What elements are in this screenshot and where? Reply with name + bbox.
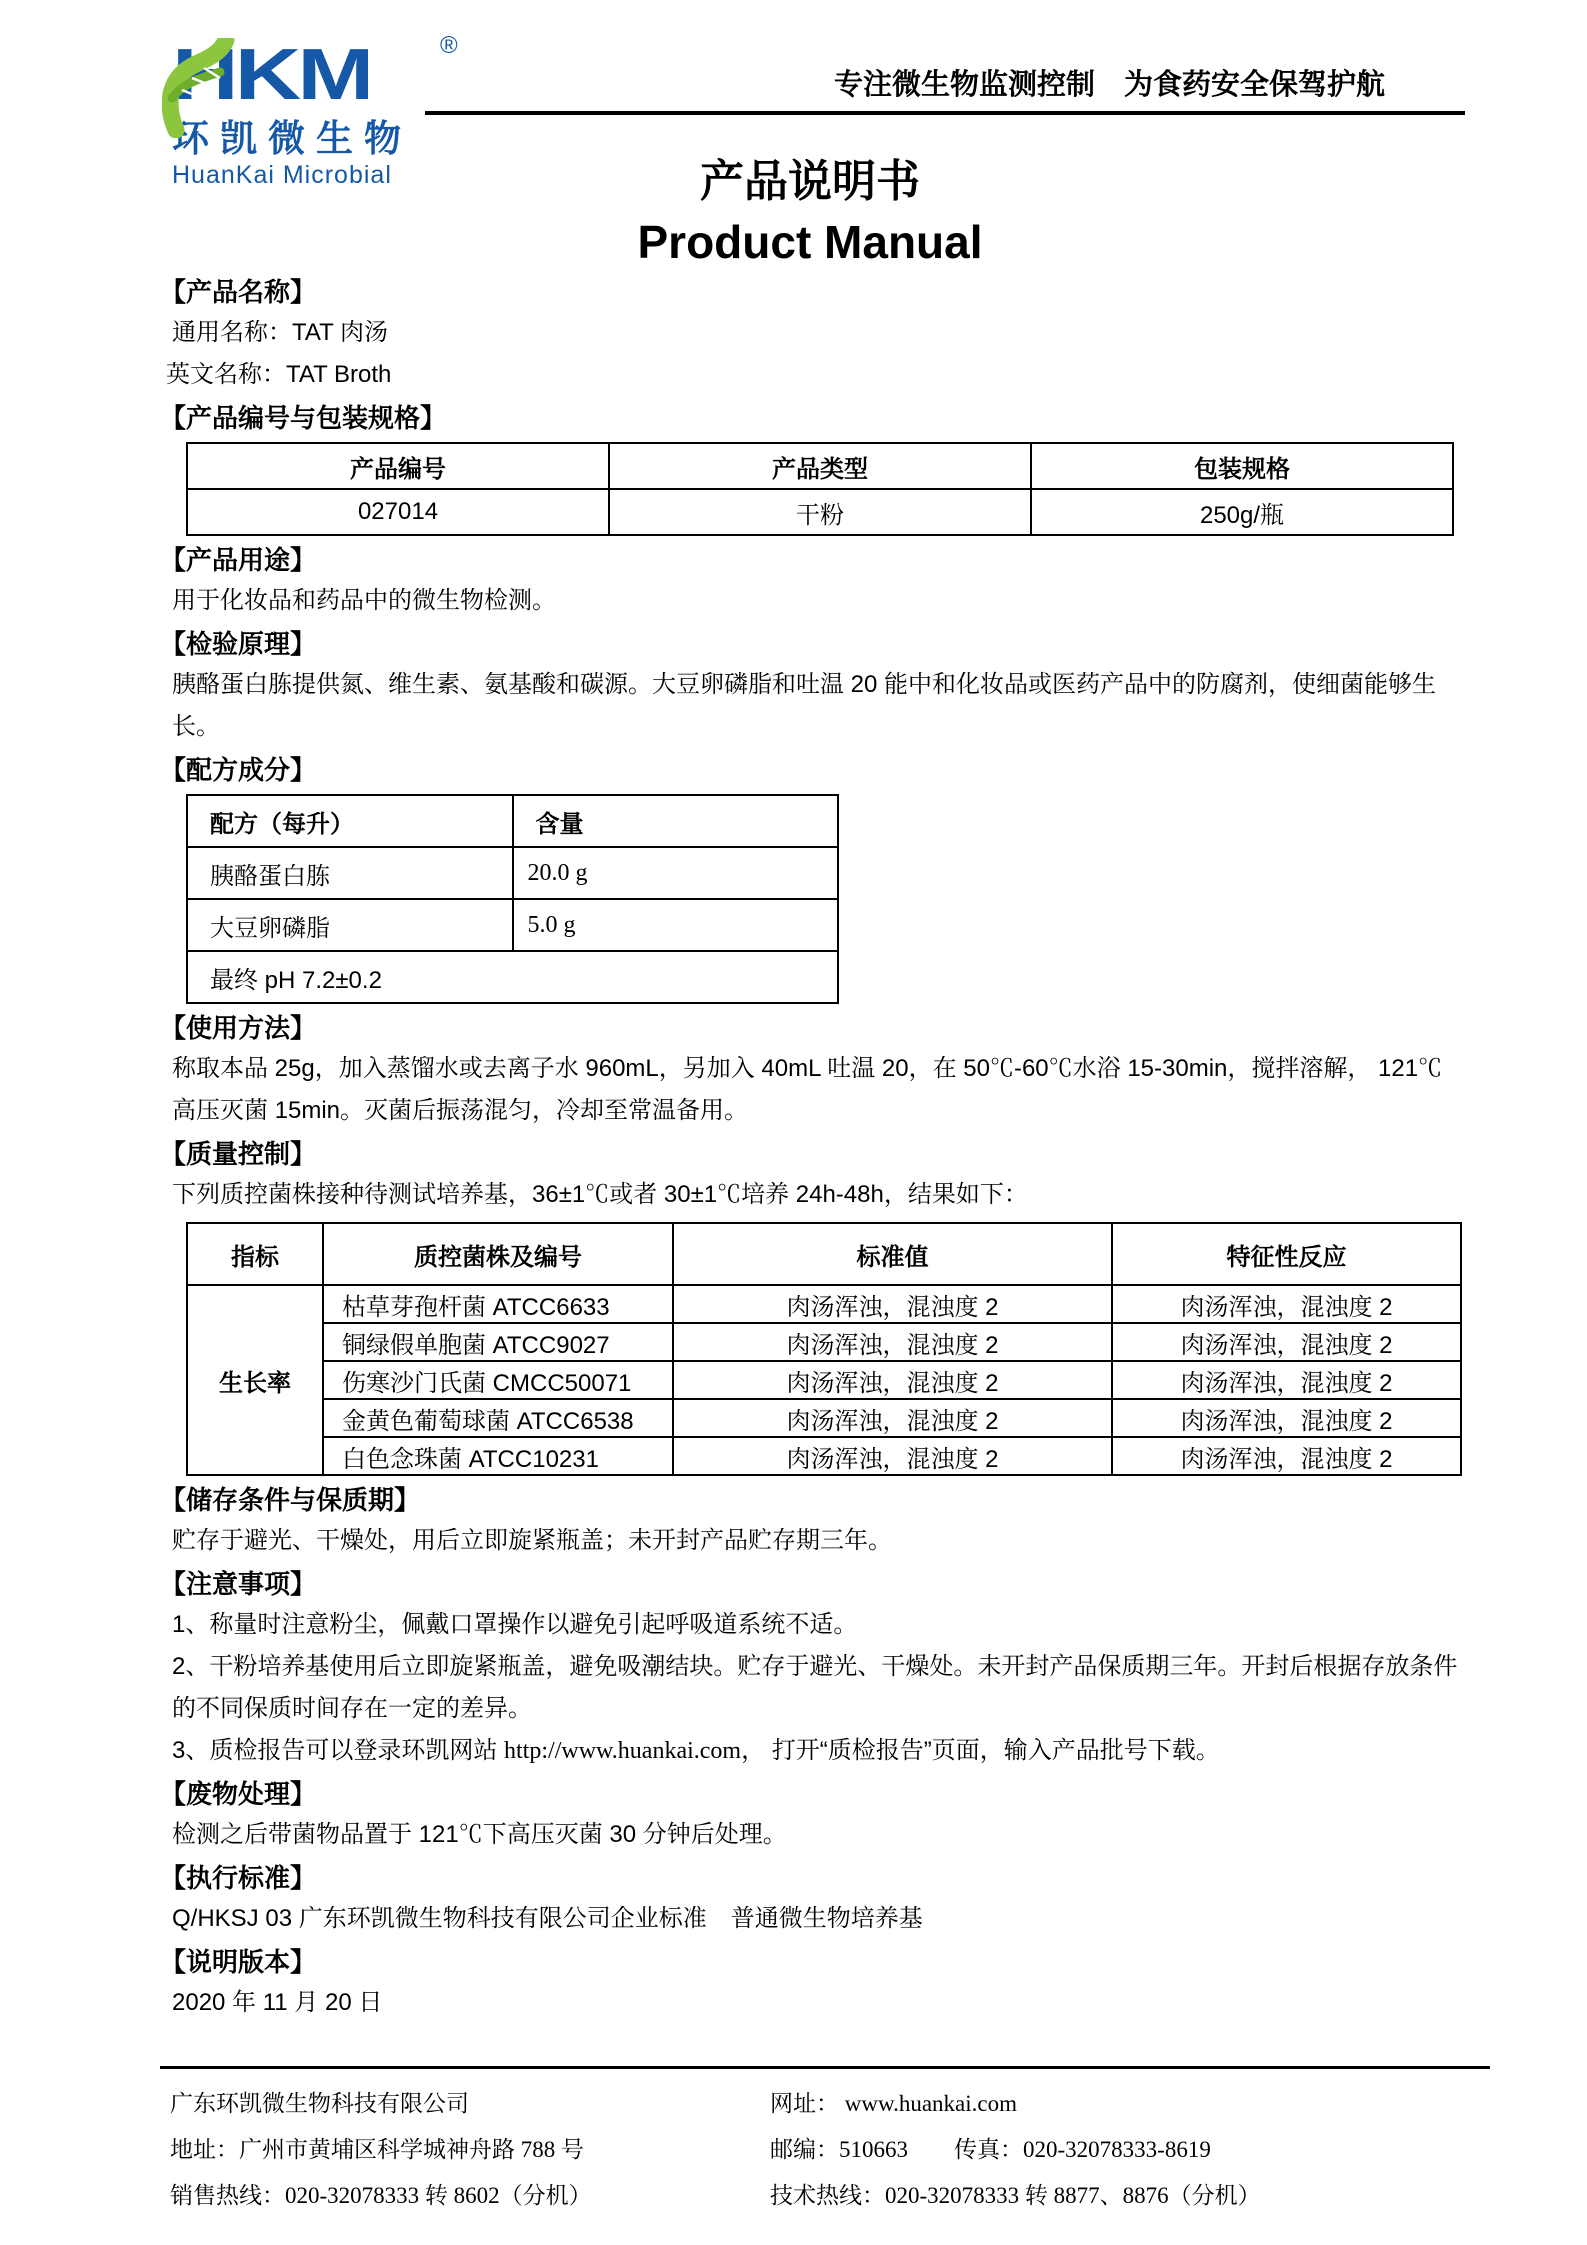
precaution-item-2: 2、干粉培养基使用后立即旋紧瓶盖，避免吸潮结块。贮存于避光、干燥处。未开封产品保质期三年。开封后根据存放条件的不同保质时间存在一定的差异。	[172, 1653, 1458, 1722]
section-heading-directions: 【使用方法】	[160, 1013, 317, 1043]
page-footer	[160, 2066, 1490, 2219]
footer-postcode-fax: 邮编：510663 传真：020-32078333-8619	[770, 2137, 1211, 2162]
footer-address: 地址：广州市黄埔区科学城神舟路 788 号	[170, 2137, 584, 2162]
storage-text: 贮存于避光、干燥处，用后立即旋紧瓶盖；未开封产品贮存期三年。	[172, 1527, 892, 1554]
strain-cell: 白色念珠菌 ATCC10231	[323, 1437, 673, 1475]
standard-value-cell: 肉汤浑浊，混浊度 2	[673, 1361, 1112, 1399]
section-heading-quality-control: 【质量控制】	[160, 1139, 317, 1169]
column-header: 产品类型	[609, 443, 1031, 489]
company-tagline: 专注微生物监测控制 为食药安全保驾护航	[833, 69, 1385, 101]
table-row	[187, 1285, 1461, 1323]
column-header: 特征性反应	[1112, 1223, 1461, 1285]
column-header: 包装规格	[1031, 443, 1453, 489]
characteristic-cell: 肉汤浑浊，混浊度 2	[1112, 1285, 1461, 1323]
hkm-logo	[172, 32, 462, 189]
standard-value-cell: 肉汤浑浊，混浊度 2	[673, 1437, 1112, 1475]
table-header-row	[187, 795, 838, 847]
header-divider-line	[425, 111, 1465, 115]
column-header: 指标	[187, 1223, 323, 1285]
registered-trademark-icon: ®	[440, 32, 458, 59]
final-ph-cell: 最终 pH 7.2±0.2	[187, 951, 838, 1003]
characteristic-cell: 肉汤浑浊，混浊度 2	[1112, 1323, 1461, 1361]
table-row	[187, 1361, 1461, 1399]
column-header: 含量	[513, 795, 839, 847]
table-row	[187, 1323, 1461, 1361]
formula-table	[186, 794, 839, 1004]
section-heading-version: 【说明版本】	[160, 1947, 317, 1977]
product-common-name: 通用名称：TAT 肉汤	[172, 319, 388, 346]
quality-control-table	[186, 1222, 1462, 1476]
logo-english-name: HuanKai Microbial	[172, 161, 392, 189]
document-title-en: Product Manual	[637, 216, 983, 268]
column-header: 质控菌株及编号	[323, 1223, 673, 1285]
table-row	[187, 489, 1453, 535]
website-url: http://www.huankai.com	[504, 1738, 742, 1764]
logo-chinese-name: 环凯微生物	[172, 118, 412, 159]
section-heading-standard: 【执行标准】	[160, 1863, 317, 1893]
table-row	[187, 1437, 1461, 1475]
waste-text: 检测之后带菌物品置于 121℃下高压灭菌 30 分钟后处理。	[172, 1821, 787, 1848]
footer-left-column	[160, 2081, 770, 2219]
section-heading-formula: 【配方成分】	[160, 755, 317, 785]
table-row	[187, 1399, 1461, 1437]
strain-cell: 金黄色葡萄球菌 ATCC6538	[323, 1399, 673, 1437]
hkm-logo-text: HKM	[172, 35, 371, 115]
product-code-table	[186, 442, 1454, 536]
column-header: 标准值	[673, 1223, 1112, 1285]
section-heading-precautions: 【注意事项】	[160, 1569, 317, 1599]
precaution-item-1: 1、称量时注意粉尘，佩戴口罩操作以避免引起呼吸道系统不适。	[172, 1611, 858, 1638]
strain-cell: 枯草芽孢杆菌 ATCC6633	[323, 1285, 673, 1323]
product-english-name: 英文名称：TAT Broth	[166, 361, 392, 388]
amount-cell: 5.0 g	[513, 899, 839, 951]
product-type-cell: 干粉	[609, 489, 1031, 535]
table-header-row	[187, 1223, 1461, 1285]
table-header-row	[187, 443, 1453, 489]
table-row	[187, 951, 838, 1003]
column-header: 产品编号	[187, 443, 609, 489]
hkm-logo-acronym-row	[172, 32, 462, 115]
section-heading-usage: 【产品用途】	[160, 545, 317, 575]
footer-company-name: 广东环凯微生物科技有限公司	[170, 2091, 469, 2116]
document-body	[0, 156, 1587, 2024]
precaution-item-3-prefix: 3、质检报告可以登录环凯网站	[172, 1737, 505, 1764]
characteristic-cell: 肉汤浑浊，混浊度 2	[1112, 1361, 1461, 1399]
table-row	[187, 847, 838, 899]
section-heading-principle: 【检验原理】	[160, 629, 317, 659]
directions-text: 称取本品 25g，加入蒸馏水或去离子水 960mL，另加入 40mL 吐温 20，在 50℃-60℃水浴 15-30min，搅拌溶解， 121℃高压灭菌 15min。灭菌后振荡混匀，冷却至常温备用。	[172, 1055, 1443, 1124]
section-heading-storage: 【储存条件与保质期】	[160, 1485, 421, 1515]
growth-rate-group-cell: 生长率	[187, 1285, 323, 1475]
footer-sales-hotline: 销售热线：020-32078333 转 8602（分机）	[170, 2183, 592, 2208]
usage-text: 用于化妆品和药品中的微生物检测。	[172, 587, 556, 614]
footer-tech-hotline: 技术热线：020-32078333 转 8877、8876（分机）	[770, 2183, 1261, 2208]
standard-value-cell: 肉汤浑浊，混浊度 2	[673, 1399, 1112, 1437]
column-header: 配方（每升）	[187, 795, 513, 847]
document-title-cn: 产品说明书	[700, 157, 920, 206]
standard-value-cell: 肉汤浑浊，混浊度 2	[673, 1323, 1112, 1361]
strain-cell: 伤寒沙门氏菌 CMCC50071	[323, 1361, 673, 1399]
amount-cell: 20.0 g	[513, 847, 839, 899]
footer-website: 网址： www.huankai.com	[770, 2091, 1017, 2116]
footer-right-column	[770, 2081, 1490, 2219]
precaution-item-3	[160, 1730, 1460, 1772]
section-heading-waste: 【废物处理】	[160, 1779, 317, 1809]
standard-value-cell: 肉汤浑浊，混浊度 2	[673, 1285, 1112, 1323]
characteristic-cell: 肉汤浑浊，混浊度 2	[1112, 1437, 1461, 1475]
version-date: 2020 年 11 月 20 日	[172, 1989, 383, 2016]
principle-text: 胰酪蛋白胨提供氮、维生素、氨基酸和碳源。大豆卵磷脂和吐温 20 能中和化妆品或医药产品中的防腐剂，使细菌能够生长。	[172, 671, 1437, 740]
table-row	[187, 899, 838, 951]
precaution-item-3-suffix: ， 打开“质检报告”页面，输入产品批号下载。	[741, 1737, 1220, 1764]
strain-cell: 铜绿假单胞菌 ATCC9027	[323, 1323, 673, 1361]
ingredient-cell: 胰酪蛋白胨	[187, 847, 513, 899]
product-code-cell: 027014	[187, 489, 609, 535]
characteristic-cell: 肉汤浑浊，混浊度 2	[1112, 1399, 1461, 1437]
quality-control-intro: 下列质控菌株接种待测试培养基，36±1℃或者 30±1℃培养 24h-48h，结果如下：	[172, 1181, 1028, 1208]
standard-text: Q/HKSJ 03 广东环凯微生物科技有限公司企业标准 普通微生物培养基	[172, 1905, 923, 1932]
footer-columns	[160, 2081, 1490, 2219]
ingredient-cell: 大豆卵磷脂	[187, 899, 513, 951]
package-spec-cell: 250g/瓶	[1031, 489, 1453, 535]
section-heading-product-name: 【产品名称】	[160, 277, 317, 307]
section-heading-packaging: 【产品编号与包装规格】	[160, 403, 447, 433]
